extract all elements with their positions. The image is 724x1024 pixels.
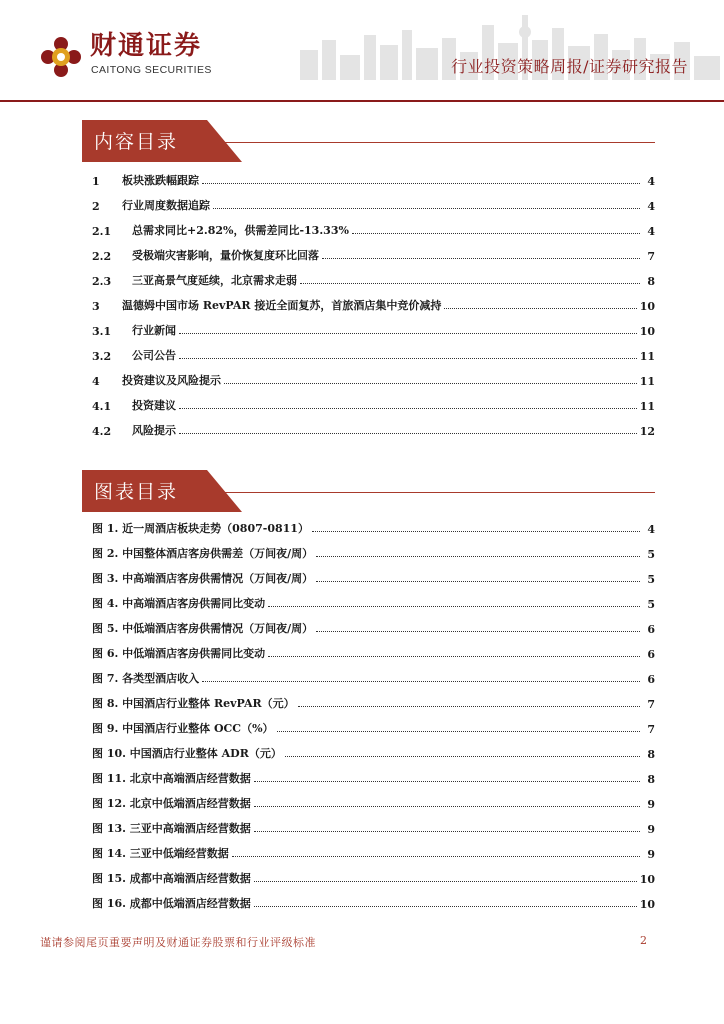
toc-entry-title: 板块涨跌幅跟踪 [122,174,199,187]
toc-entry-title: 投资建议 [132,399,176,412]
dot-leader [254,805,640,807]
page-header [0,0,724,104]
figure-entry[interactable] [92,568,655,586]
toc-entry-page: 7 [647,250,655,263]
toc-entry-number: 4.1 [92,400,112,413]
figure-entry-title: 图 12. 北京中低端酒店经营数据 [92,797,251,810]
dot-leader [254,780,640,782]
toc-section-title: 内容目录 [94,131,179,153]
figure-entry-title: 图 1. 近一周酒店板块走势（0807-0811） [92,522,309,535]
toc-entry-title: 总需求同比+2.82%，供需差同比-13.33% [132,224,349,237]
brand-name-en: CAITONG SECURITIES [91,64,212,76]
figure-entry-page: 5 [647,573,655,586]
figure-entry-page: 9 [647,798,655,811]
footer-disclaimer: 谨请参阅尾页重要声明及财通证券股票和行业评级标准 [40,936,316,949]
figure-entry-page: 4 [647,523,655,536]
figure-entry-page: 10 [639,873,655,886]
toc-entry-number: 2.2 [92,250,112,263]
toc-entry-page: 11 [639,375,655,388]
figure-entry[interactable] [92,668,655,686]
dot-leader [254,905,637,907]
report-type: 行业投资策略周报/证券研究报告 [451,57,688,76]
toc-entry[interactable] [92,395,655,413]
toc-entry-number: 3 [92,300,100,313]
toc-entry-number: 2 [92,200,100,213]
toc-entry-page: 8 [647,275,655,288]
toc-entry-page: 11 [639,350,655,363]
figure-entry-page: 6 [647,673,655,686]
dot-leader [202,680,640,682]
toc-entry[interactable] [92,245,655,263]
toc-entry-title: 公司公告 [132,349,176,362]
figure-entry-title: 图 7. 各类型酒店收入 [92,672,200,685]
figure-entry-page: 10 [639,898,655,911]
toc-entry-title: 投资建议及风险提示 [122,374,221,387]
figure-entry-title: 图 15. 成都中高端酒店经营数据 [92,872,251,885]
header-divider [0,100,724,102]
figure-entry[interactable] [92,843,655,861]
toc-entry[interactable] [92,420,655,438]
toc-entry-number: 2.3 [92,275,112,288]
toc-entry-number: 4 [92,375,100,388]
figure-entry-title: 图 11. 北京中高端酒店经营数据 [92,772,251,785]
figure-entry[interactable] [92,718,655,736]
toc-entry-number: 3.2 [92,350,112,363]
figure-entry-title: 图 14. 三亚中低端经营数据 [92,847,229,860]
toc-entry[interactable] [92,270,655,288]
figure-entry[interactable] [92,643,655,661]
dot-leader [322,257,640,259]
dot-leader [285,755,640,757]
figure-entry-title: 图 9. 中国酒店行业整体 OCC（%） [92,722,274,735]
toc-entry-number: 2.1 [92,225,112,238]
figure-entry-title: 图 13. 三亚中高端酒店经营数据 [92,822,251,835]
dot-leader [316,555,640,557]
figure-entry[interactable] [92,868,655,886]
toc-entry[interactable] [92,320,655,338]
figure-entry[interactable] [92,743,655,761]
toc-entry-page: 10 [639,325,655,338]
toc-entry-page: 4 [647,225,655,238]
toc-entry-page: 10 [639,300,655,313]
toc-entry[interactable] [92,220,655,238]
toc-entry-page: 12 [639,425,655,438]
dot-leader [300,282,640,284]
figure-entry-title: 图 2. 中国整体酒店客房供需差（万间夜/周） [92,547,314,560]
brand-name-cn: 财通证券 [90,31,203,61]
dot-leader [232,855,640,857]
figure-entry-title: 图 5. 中低端酒店客房供需情况（万间夜/周） [92,622,314,635]
figure-entry[interactable] [92,618,655,636]
dot-leader [312,530,640,532]
figures-section-banner [82,470,655,514]
dot-leader [268,605,640,607]
toc-entry[interactable] [92,370,655,388]
toc-entry-page: 4 [647,175,655,188]
dot-leader [298,705,640,707]
dot-leader [224,382,637,384]
dot-leader [277,730,640,732]
dot-leader [268,655,640,657]
toc-entry-number: 4.2 [92,425,112,438]
figure-entry[interactable] [92,593,655,611]
toc-entry-number: 3.1 [92,325,112,338]
toc-entry[interactable] [92,345,655,363]
figure-entry[interactable] [92,818,655,836]
dot-leader [179,432,637,434]
toc-entry-title: 行业周度数据追踪 [122,199,210,212]
caitong-logo-icon [40,36,82,78]
dot-leader [179,332,637,334]
toc-entry-title: 行业新闻 [132,324,176,337]
toc-entry[interactable] [92,295,655,313]
figure-entry-page: 5 [647,598,655,611]
dot-leader [444,307,636,309]
page-number: 2 [640,934,647,947]
figure-entry-page: 6 [647,648,655,661]
dot-leader [179,407,637,409]
toc-entry-number: 1 [92,175,100,188]
figure-entry-title: 图 10. 中国酒店行业整体 ADR（元） [92,747,282,760]
figure-entry-title: 图 4. 中高端酒店客房供需同比变动 [92,597,266,610]
figure-entry-title: 图 16. 成都中低端酒店经营数据 [92,897,251,910]
toc-section-banner [82,120,655,164]
figure-entry-page: 8 [647,773,655,786]
toc-entry[interactable] [92,195,655,213]
figure-entry-page: 6 [647,623,655,636]
figure-entry-page: 7 [647,698,655,711]
figure-entry-page: 5 [647,548,655,561]
toc-entry-title: 受极端灾害影响，量价恢复度环比回落 [132,249,319,262]
figure-entry-title: 图 3. 中高端酒店客房供需情况（万间夜/周） [92,572,314,585]
figure-entry-page: 9 [647,848,655,861]
figure-entry[interactable] [92,793,655,811]
figure-entry-page: 8 [647,748,655,761]
toc-entry-title: 三亚高景气度延续，北京需求走弱 [132,274,297,287]
figure-entry[interactable] [92,893,655,911]
dot-leader [352,232,640,234]
dot-leader [179,357,637,359]
dot-leader [202,182,640,184]
figure-entry-page: 9 [647,823,655,836]
figures-section-title: 图表目录 [94,481,179,503]
figure-entry[interactable] [92,693,655,711]
toc-entry-title: 温德姆中国市场 RevPAR 接近全面复苏，首旅酒店集中竞价减持 [122,299,442,312]
toc-entry-page: 4 [647,200,655,213]
toc-entry[interactable] [92,170,655,188]
dot-leader [316,580,640,582]
toc-entry-title: 风险提示 [132,424,176,437]
figure-entry[interactable] [92,518,655,536]
figure-entry-page: 7 [647,723,655,736]
dot-leader [254,880,637,882]
figure-entry-title: 图 6. 中低端酒店客房供需同比变动 [92,647,266,660]
figure-entry-title: 图 8. 中国酒店行业整体 RevPAR（元） [92,697,295,710]
toc-entry-page: 11 [639,400,655,413]
dot-leader [254,830,640,832]
figure-entry[interactable] [92,768,655,786]
dot-leader [316,630,640,632]
dot-leader [213,207,640,209]
figure-entry[interactable] [92,543,655,561]
